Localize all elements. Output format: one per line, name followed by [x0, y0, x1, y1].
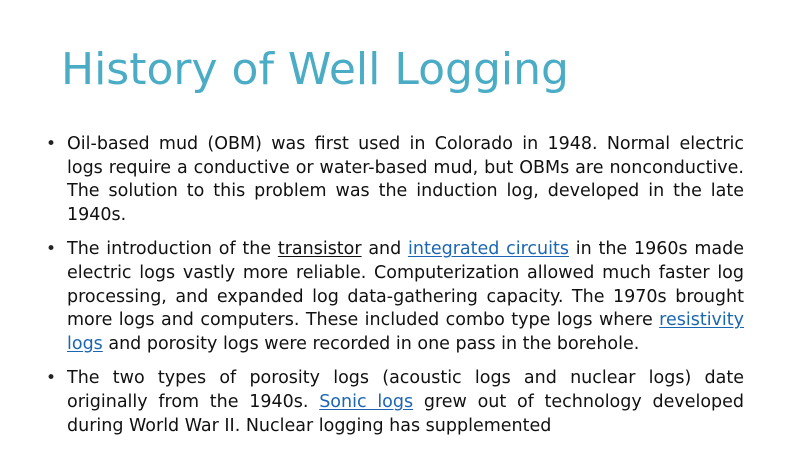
sonic-logs-link[interactable]: Sonic logs	[319, 391, 414, 412]
bullet-item-obm	[46, 133, 744, 227]
bullet-text: grew out of technology developed during World War II. Nuclear logging has supplemented	[67, 391, 745, 436]
bullet-text: The introduction of the	[67, 239, 278, 260]
bullet-text: Oil-based mud (OBM) was first used in Colorado in 1948. Normal electric logs require a conductive or water-based mud, but OBMs are nonconductive. The solution to this problem was the induction log, developed in the late 1940s.	[67, 134, 744, 225]
bullet-item-transistor	[46, 238, 744, 356]
bullet-text: The two types of porosity logs (acoustic logs and nuclear logs) date originally from the 1940s.	[67, 368, 744, 412]
bullet-item-porosity	[46, 367, 744, 438]
transistor-term: transistor	[277, 239, 362, 260]
bullet-text: in the 1960s made electric logs vastly more reliable. Computerization allowed much faster log processing, and expanded log data-gathering capacity. The 1970s brought more logs and computers. These included combo type logs where	[67, 239, 744, 331]
resistivity-logs-link[interactable]: resistivity logs	[67, 310, 744, 354]
integrated-circuits-link[interactable]: integrated circuits	[408, 239, 569, 260]
slide-title: History of Well Logging	[61, 44, 569, 95]
bullet-list	[46, 133, 744, 449]
bullet-text: and porosity logs were recorded in one pass in the borehole.	[102, 333, 640, 354]
bullet-text: and	[361, 239, 409, 260]
